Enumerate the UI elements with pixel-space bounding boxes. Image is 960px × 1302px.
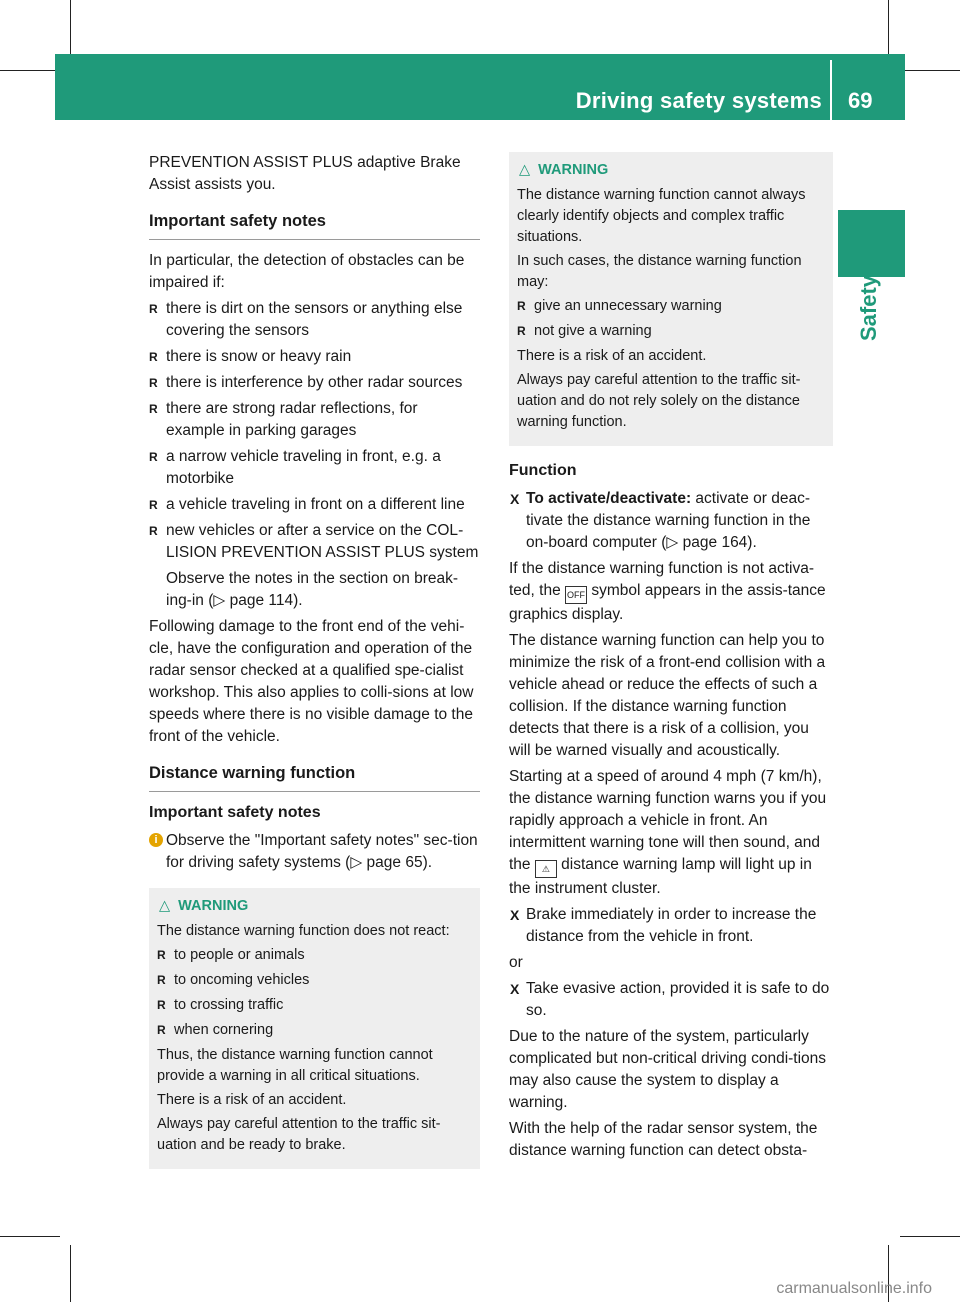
crop-mark	[900, 70, 960, 71]
list-item: R there are strong radar reflections, for example in parking garages	[149, 398, 480, 442]
info-icon: i	[149, 833, 163, 847]
warning-label: WARNING	[538, 162, 609, 178]
warning-box	[149, 888, 480, 1169]
text-run: If the distance warning function is not activa-ted, the	[509, 560, 814, 599]
list-item: R when cornering	[157, 1020, 472, 1041]
crop-mark	[0, 1236, 60, 1237]
impair-list	[149, 298, 480, 564]
list-item: R to people or animals	[157, 945, 472, 966]
list-item: R there is interference by other radar sources	[149, 372, 480, 394]
speed-paragraph	[509, 766, 833, 900]
step-text: activate or deac-tivate the distance warning function in the on-board computer (▷ page 164).	[526, 490, 811, 551]
distance-warning-lamp-icon: ⚠	[535, 860, 557, 878]
radar-paragraph: With the help of the radar sensor system, the distance warning function can detect obsta-	[509, 1120, 818, 1159]
warning-label: WARNING	[178, 898, 249, 914]
list-item: R there is dirt on the sensors or anything else covering the sensors	[149, 298, 480, 342]
warning-text: There is a risk of an accident.	[517, 348, 707, 364]
info-note	[149, 830, 480, 874]
warning-heading	[157, 896, 472, 917]
instruction-step	[509, 488, 833, 554]
list-item: R a narrow vehicle traveling in front, e.g. a motorbike	[149, 446, 480, 490]
step-bold: To activate/deactivate:	[526, 490, 692, 507]
page-title: Driving safety systems	[575, 88, 822, 113]
info-note-text: Observe the "Important safety notes" sec-tion for driving safety systems (▷ page 65).	[166, 832, 478, 871]
warning-triangle-icon: △	[519, 162, 531, 178]
warning-text: Always pay careful attention to the traffic sit-uation and be ready to brake.	[157, 1116, 441, 1153]
inactive-paragraph	[509, 558, 833, 626]
list-item: R not give a warning	[517, 321, 825, 342]
list-item: R a vehicle traveling in front on a different line	[149, 494, 480, 516]
section-label	[828, 275, 908, 345]
text-run: distance warning lamp will light up in the instrument cluster.	[509, 856, 812, 897]
warning-list	[157, 945, 472, 1041]
left-column	[149, 152, 480, 1183]
crop-mark	[0, 70, 60, 71]
warning-text: In such cases, the distance warning function may:	[517, 253, 802, 290]
warning-text: Always pay careful attention to the traffic sit-uation and do not rely solely on the distance warning function.	[517, 372, 801, 430]
warning-text: The distance warning function cannot always clearly identify objects and complex traffic situations.	[517, 187, 806, 245]
crop-mark	[70, 0, 71, 60]
function-heading: Function	[509, 462, 577, 479]
impair-intro: In particular, the detection of obstacles can be impaired if:	[149, 252, 465, 291]
warning-triangle-icon: △	[159, 898, 171, 914]
warning-heading	[517, 160, 825, 181]
or-text: or	[509, 954, 523, 971]
nature-paragraph: Due to the nature of the system, particularly complicated but non-critical driving condi-tions may also cause the system to display a warning.	[509, 1028, 827, 1111]
text-run: symbol appears in the assis-tance graphics display.	[509, 582, 826, 623]
list-item: R there is snow or heavy rain	[149, 346, 480, 368]
list-item: R to oncoming vehicles	[157, 970, 472, 991]
list-item: R to crossing traffic	[157, 995, 472, 1016]
section-tab	[838, 210, 905, 277]
breakin-note: Observe the notes in the section on break-ing-in (▷ page 114).	[166, 570, 459, 609]
text-run: Starting at a speed of around 4 mph (7 km/h), the distance warning function warns you if you rapidly approach a vehicle in front. An intermittent warning tone will then sound, and the	[509, 768, 827, 873]
help-paragraph: The distance warning function can help you to minimize the risk of a front-end collision with a vehicle ahead or reduce the effects of such a collision. If the distance warning function detects that there is a risk of a collision, you will be warned visually and acoustically.	[509, 632, 826, 759]
watermark: carmanualsonline.info	[776, 1280, 932, 1297]
page-number: 69	[848, 88, 873, 113]
sub-heading: Important safety notes	[149, 804, 321, 821]
header-separator	[830, 60, 832, 120]
instruction-step: X Take evasive action, provided it is safe to do so.	[509, 978, 833, 1022]
section-heading: Distance warning function	[149, 762, 480, 792]
section-heading: Important safety notes	[149, 210, 480, 240]
warning-box	[509, 152, 833, 446]
section-label-text: Safety	[856, 274, 881, 341]
warning-text: There is a risk of an accident.	[157, 1092, 347, 1108]
list-item: R give an unnecessary warning	[517, 296, 825, 317]
distance-off-icon: OFF	[565, 586, 587, 604]
right-column	[509, 152, 833, 1166]
crop-mark	[900, 1236, 960, 1237]
warning-intro: The distance warning function does not react:	[157, 923, 450, 939]
instruction-step: X Brake immediately in order to increase the distance from the vehicle in front.	[509, 904, 833, 948]
intro-text: PREVENTION ASSIST PLUS adaptive Brake Assist assists you.	[149, 154, 461, 193]
crop-mark	[888, 0, 889, 60]
damage-paragraph: Following damage to the front end of the vehi-cle, have the configuration and operation of the radar sensor checked at a qualified spe-cialist workshop. This also applies to colli-sions at low speeds where there is no visible damage to the front of the vehicle.	[149, 618, 474, 745]
warning-list	[517, 296, 825, 342]
list-item: R new vehicles or after a service on the COLLISION PREVENTION ASSIST PLUS system	[149, 520, 480, 564]
crop-mark	[70, 1245, 71, 1302]
warning-text: Thus, the distance warning function cannot provide a warning in all critical situations.	[157, 1047, 433, 1084]
